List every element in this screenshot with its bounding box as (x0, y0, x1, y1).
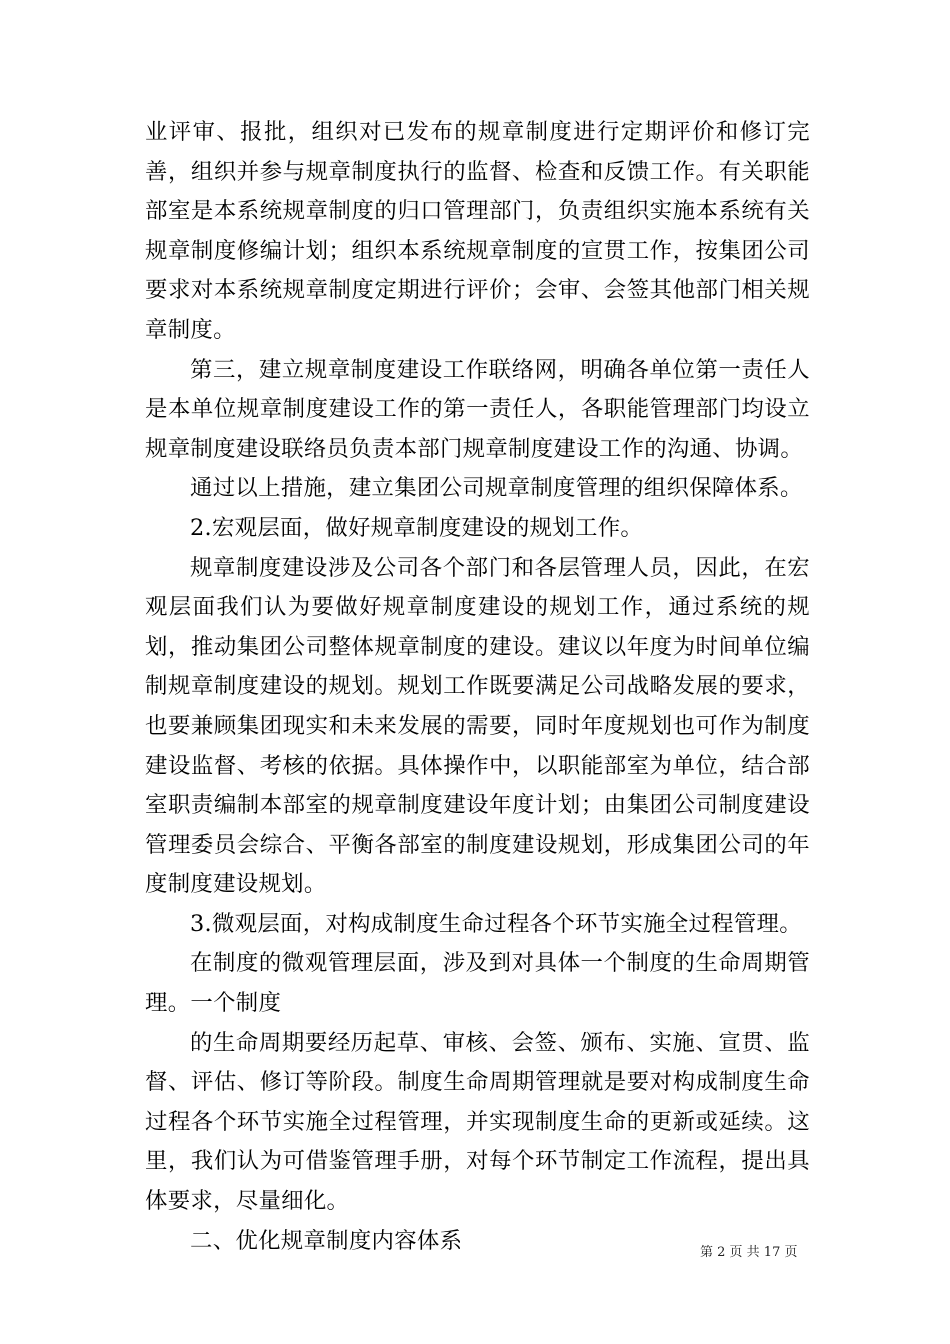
document-body (145, 113, 810, 1261)
section-heading-macro: 2.宏观层面，做好规章制度建设的规划工作。 (190, 514, 644, 541)
paragraph-5: 规章制度建设涉及公司各个部门和各层管理人员，因此，在宏观层面我们认为要做好规章制度建设的规划工作，通过系统的规划，推动集团公司整体规章制度的建设。建议以年度为时间单位编制规章制度建设的规划。规划工作既要满足公司战略发展的要求，也要兼顾集团现实和未来发展的需要，同时年度规划也可作为制度建设监督、考核的依据。具体操作中，以职能部室为单位，结合部室职责编制本部室的规章制度建设年度计划；由集团公司制度建设管理委员会综合、平衡各部室的制度建设规划，形成集团公司的年度制度建设规划。 (145, 554, 810, 898)
section-heading-micro: 3.微观层面，对构成制度生命过程各个环节实施全过程管理。 (190, 910, 802, 937)
paragraph-2: 第三，建立规章制度建设工作联络网，明确各单位第一责任人是本单位规章制度建设工作的第一责任人，各职能管理部门均设立规章制度建设联络员负责本部门规章制度建设工作的沟通、协调。 (145, 356, 810, 462)
paragraph-7: 在制度的微观管理层面，涉及到对具体一个制度的生命周期管理。一个制度 (145, 950, 810, 1017)
paragraph-8: 的生命周期要经历起草、审核、会签、颁布、实施、宣贯、监督、评估、修订等阶段。制度生命周期管理就是要对构成制度生命过程各个环节实施全过程管理，并实现制度生命的更新或延续。这里，我们认为可借鉴管理手册，对每个环节制定工作流程，提出具体要求，尽量细化。 (145, 1029, 810, 1215)
section-heading-content: 二、优化规章制度内容体系 (190, 1227, 463, 1254)
page-number-footer: 第 2 页 共 17 页 (700, 1245, 798, 1260)
paragraph-1: 业评审、报批，组织对已发布的规章制度进行定期评价和修订完善，组织并参与规章制度执行的监督、检查和反馈工作。有关职能部室是本系统规章制度的归口管理部门，负责组织实施本系统有关规章制度修编计划；组织本系统规章制度的宣贯工作，按集团公司要求对本系统规章制度定期进行评价；会审、会签其他部门相关规章制度。 (145, 119, 810, 343)
paragraph-3: 通过以上措施，建立集团公司规章制度管理的组织保障体系。 (190, 475, 803, 502)
